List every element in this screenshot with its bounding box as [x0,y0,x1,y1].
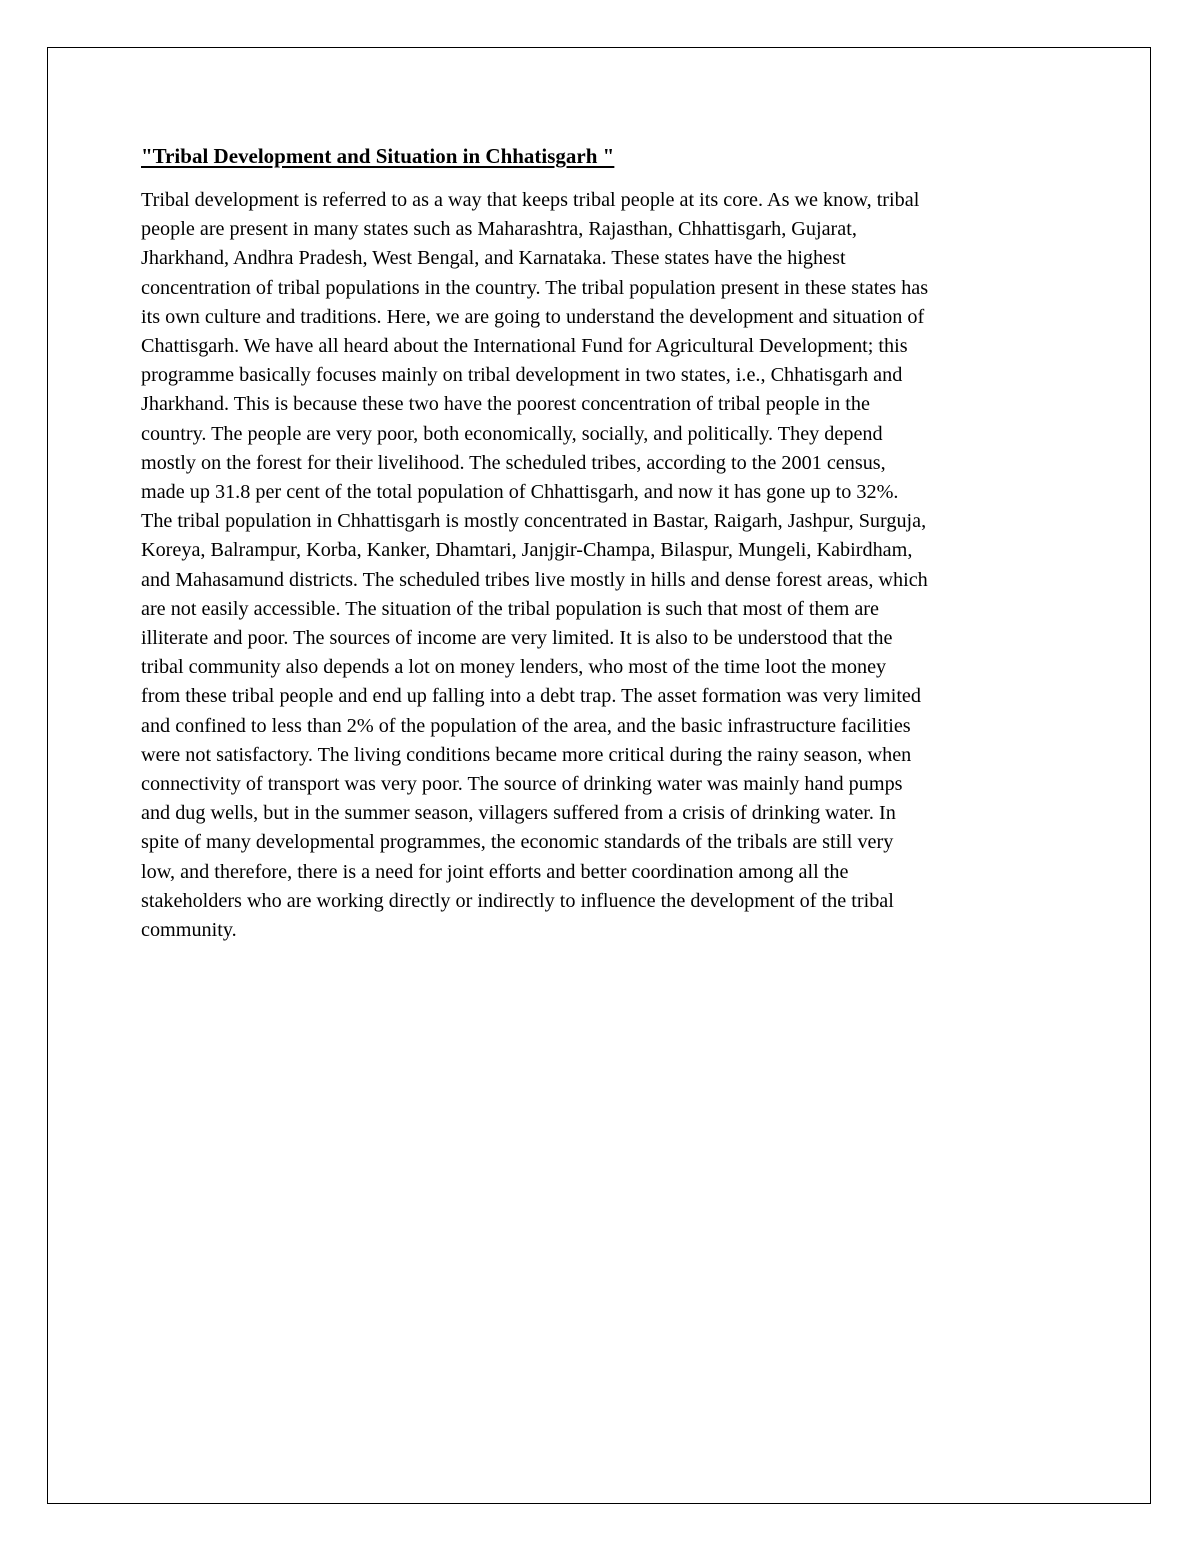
body-line: country. The people are very poor, both economically, socially, and politically. They depend [141,422,883,445]
body-line: its own culture and traditions. Here, we are going to understand the development and situation of [141,305,925,328]
document-title: "Tribal Development and Situation in Chhatisgarh " [141,144,615,168]
body-line: community. [141,919,237,942]
body-line: programme basically focuses mainly on tribal development in two states, i.e., Chhatisgarh and [141,364,903,387]
body-line: illiterate and poor. The sources of income are very limited. It is also to be understood that the [141,627,893,650]
body-line: concentration of tribal populations in the country. The tribal population present in these states has [141,276,929,299]
body-line: Jharkhand, Andhra Pradesh, West Bengal, and Karnataka. These states have the highest [141,247,846,270]
body-line: The tribal population in Chhattisgarh is mostly concentrated in Bastar, Raigarh, Jashpur, Surguja, [141,510,927,533]
document-body [141,186,1066,945]
body-line: mostly on the forest for their livelihood. The scheduled tribes, according to the 2001 census, [141,451,886,474]
body-line: people are present in many states such as Maharashtra, Rajasthan, Chhattisgarh, Gujarat, [141,218,857,241]
body-line: made up 31.8 per cent of the total population of Chhattisgarh, and now it has gone up to 32%. [141,481,899,504]
body-line: and dug wells, but in the summer season, villagers suffered from a crisis of drinking water. In [141,802,896,825]
body-line: Jharkhand. This is because these two have the poorest concentration of tribal people in the [141,393,870,416]
body-line: Tribal development is referred to as a way that keeps tribal people at its core. As we know, tribal [141,189,920,211]
body-line: were not satisfactory. The living conditions became more critical during the rainy season, when [141,743,912,766]
body-line: and confined to less than 2% of the population of the area, and the basic infrastructure facilities [141,714,911,737]
body-line: stakeholders who are working directly or indirectly to influence the development of the tribal [141,889,894,912]
body-line: tribal community also depends a lot on money lenders, who most of the time loot the money [141,656,887,679]
body-line: are not easily accessible. The situation of the tribal population is such that most of them are [141,597,879,620]
body-line: spite of many developmental programmes, the economic standards of the tribals are still very [141,831,894,854]
body-line: Koreya, Balrampur, Korba, Kanker, Dhamtari, Janjgir-Champa, Bilaspur, Mungeli, Kabirdham, [141,539,913,562]
body-line: and Mahasamund districts. The scheduled tribes live mostly in hills and dense forest areas, which [141,568,928,591]
body-line: from these tribal people and end up falling into a debt trap. The asset formation was very limited [141,685,921,708]
body-line: connectivity of transport was very poor. The source of drinking water was mainly hand pumps [141,773,903,796]
body-line: Chattisgarh. We have all heard about the International Fund for Agricultural Development; this [141,335,908,358]
body-line: low, and therefore, there is a need for joint efforts and better coordination among all the [141,860,849,883]
document-content [141,142,1066,945]
